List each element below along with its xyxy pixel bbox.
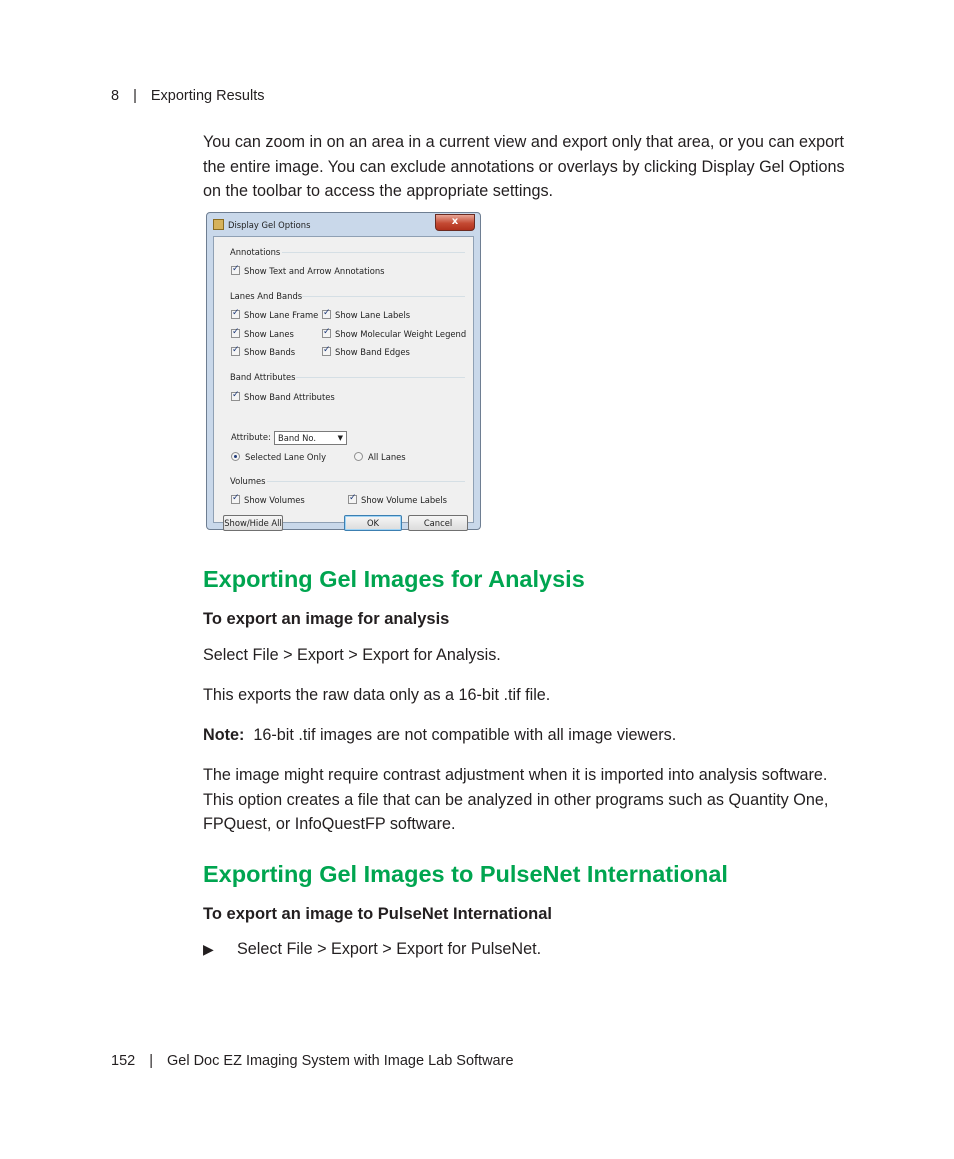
checkbox-box[interactable] bbox=[231, 310, 240, 319]
procedure-heading-pulsenet: To export an image to PulseNet International bbox=[203, 905, 552, 923]
checkbox-box[interactable] bbox=[348, 495, 357, 504]
dialog-title: Display Gel Options bbox=[228, 220, 311, 230]
checkbox-box[interactable] bbox=[231, 495, 240, 504]
group-divider bbox=[302, 296, 465, 297]
radio-all-lanes[interactable] bbox=[354, 452, 406, 463]
radio-dot[interactable] bbox=[354, 452, 363, 461]
checkbox-label: Show Band Attributes bbox=[244, 392, 335, 402]
close-button[interactable] bbox=[435, 214, 475, 231]
cancel-button[interactable]: Cancel bbox=[408, 515, 468, 531]
group-divider bbox=[267, 481, 465, 482]
checkbox-box[interactable] bbox=[231, 266, 240, 275]
display-gel-options-dialog bbox=[206, 212, 481, 530]
group-band-attributes bbox=[230, 372, 473, 382]
checkbox-show-bands[interactable] bbox=[231, 347, 295, 358]
checkbox-show-text-arrow-annotations[interactable] bbox=[231, 266, 385, 277]
footer-separator: | bbox=[149, 1053, 153, 1069]
checkbox-show-band-edges[interactable] bbox=[322, 347, 410, 358]
checkbox-box[interactable] bbox=[322, 347, 331, 356]
checkbox-show-molecular-weight-legend[interactable] bbox=[322, 329, 466, 340]
attribute-label: Attribute: bbox=[231, 432, 271, 442]
group-label-lanes-and-bands: Lanes And Bands bbox=[230, 291, 303, 301]
checkbox-box[interactable] bbox=[231, 392, 240, 401]
step-export-for-analysis: Select File > Export > Export for Analysis. bbox=[203, 646, 501, 664]
group-annotations bbox=[230, 247, 473, 257]
running-footer bbox=[111, 1053, 514, 1069]
radio-dot[interactable] bbox=[231, 452, 240, 461]
checkbox-show-volume-labels[interactable] bbox=[348, 495, 447, 506]
step-text: Select File > Export > Export for PulseNet. bbox=[237, 940, 542, 958]
group-lanes-and-bands bbox=[230, 291, 473, 301]
show-hide-all-button[interactable]: Show/Hide All bbox=[223, 515, 283, 531]
checkbox-label: Show Volumes bbox=[244, 495, 305, 505]
checkbox-label: Show Text and Arrow Annotations bbox=[244, 266, 385, 276]
bullet-arrow-icon: ▶ bbox=[203, 941, 214, 957]
checkbox-box[interactable] bbox=[322, 310, 331, 319]
step-export-for-pulsenet bbox=[203, 940, 541, 959]
checkbox-box[interactable] bbox=[231, 329, 240, 338]
checkbox-label: Show Lane Labels bbox=[335, 310, 411, 320]
footer-page-number: 152 bbox=[111, 1053, 136, 1069]
running-header bbox=[111, 88, 265, 104]
procedure-heading-analysis: To export an image for analysis bbox=[203, 610, 450, 628]
group-volumes bbox=[230, 476, 473, 486]
checkbox-label: Show Molecular Weight Legend bbox=[335, 329, 467, 339]
checkbox-show-lanes[interactable] bbox=[231, 329, 294, 340]
section-heading-analysis: Exporting Gel Images for Analysis bbox=[203, 566, 585, 592]
note bbox=[203, 723, 853, 748]
note-label: Note: bbox=[203, 726, 245, 744]
footer-title: Gel Doc EZ Imaging System with Image Lab Software bbox=[166, 1053, 514, 1069]
checkbox-show-band-attributes[interactable] bbox=[231, 392, 335, 403]
chevron-down-icon: ▼ bbox=[337, 434, 343, 442]
group-label-band-attributes: Band Attributes bbox=[230, 372, 296, 382]
checkbox-show-volumes[interactable] bbox=[231, 495, 305, 506]
attribute-dropdown[interactable] bbox=[274, 431, 347, 445]
checkbox-box[interactable] bbox=[231, 347, 240, 356]
group-label-volumes: Volumes bbox=[230, 476, 266, 486]
group-label-annotations: Annotations bbox=[230, 247, 281, 257]
radio-label: Selected Lane Only bbox=[245, 452, 327, 462]
checkbox-box[interactable] bbox=[322, 329, 331, 338]
paragraph-raw-data: This exports the raw data only as a 16-bit .tif file. bbox=[203, 686, 551, 704]
section-heading-pulsenet: Exporting Gel Images to PulseNet International bbox=[203, 861, 728, 887]
checkbox-show-lane-labels[interactable] bbox=[322, 310, 410, 321]
attribute-dropdown-value: Band No. bbox=[278, 433, 317, 443]
ok-button[interactable]: OK bbox=[344, 515, 402, 531]
radio-label: All Lanes bbox=[368, 452, 406, 462]
checkbox-label: Show Volume Labels bbox=[361, 495, 448, 505]
checkbox-label: Show Lanes bbox=[244, 329, 294, 339]
close-icon: x bbox=[451, 216, 459, 227]
group-divider bbox=[282, 252, 465, 253]
checkbox-show-lane-frame[interactable] bbox=[231, 310, 318, 321]
intro-paragraph: You can zoom in on an area in a current view and export only that area, or you can export the entire image. You can exclude annotations or overlays by clicking Display Gel Options on the toolbar to access the appropriate settings. bbox=[203, 133, 845, 200]
checkbox-label: Show Lane Frame bbox=[244, 310, 319, 320]
dialog-title-bar bbox=[213, 216, 310, 234]
checkbox-label: Show Band Edges bbox=[335, 347, 410, 357]
header-page-number: 8 bbox=[111, 88, 120, 104]
dialog-client-area bbox=[213, 236, 474, 528]
checkbox-label: Show Bands bbox=[244, 347, 296, 357]
group-divider bbox=[296, 377, 465, 378]
header-section-title: Exporting Results bbox=[150, 88, 265, 104]
radio-selected-lane-only[interactable] bbox=[231, 452, 326, 463]
app-icon bbox=[213, 219, 224, 230]
paragraph-contrast-adjustment: The image might require contrast adjustment when it is imported into analysis software. This option creates a file that can be analyzed in other programs such as Quantity One, FPQuest, or InfoQuestFP software. bbox=[203, 766, 829, 833]
header-separator: | bbox=[133, 88, 137, 104]
note-text: 16-bit .tif images are not compatible with all image viewers. bbox=[253, 726, 677, 744]
